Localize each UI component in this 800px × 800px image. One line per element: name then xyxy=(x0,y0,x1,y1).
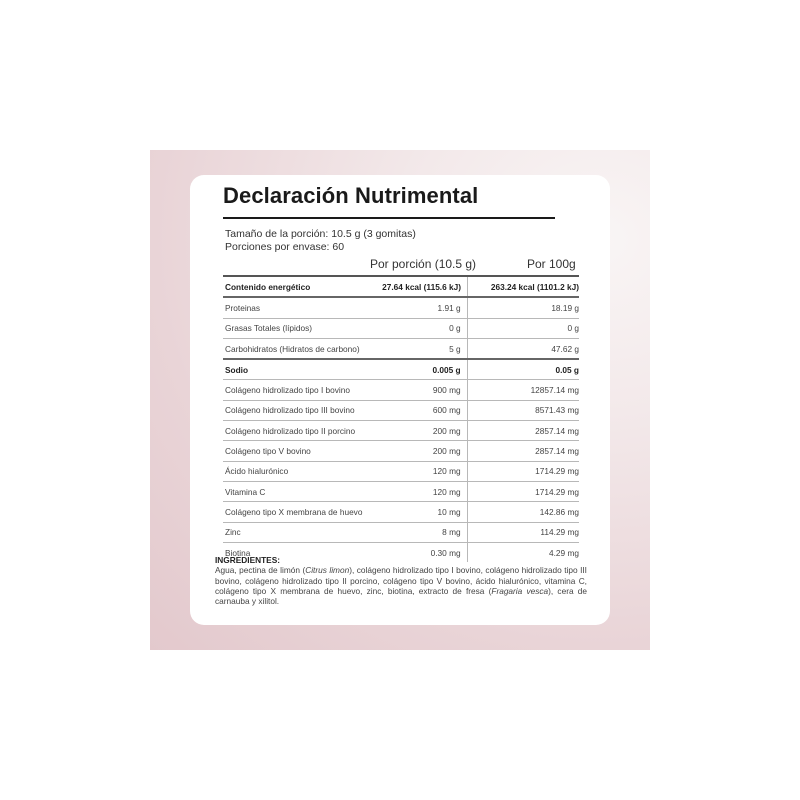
per-serving-value: 600 mg xyxy=(432,405,461,416)
nutrient-name: Colágeno tipo X membrana de huevo xyxy=(225,506,363,517)
table-row xyxy=(223,421,579,441)
ingredients-text-part: ), colágeno hidrolizado tipo I bovino, colágeno hidrolizado tipo III bovino, colágeno hidrolizado tipo II porcino, colágeno tipo V bovino, ácido hialurónico, vitamina C, colágeno tipo X membrana de huevo, zinc, biotina, extracto de fresa ( xyxy=(215,565,587,596)
per-100g-value: 2857.14 mg xyxy=(467,421,579,440)
per-serving-value: 0 g xyxy=(449,323,461,334)
column-header-per-100g: Por 100g xyxy=(527,257,576,271)
per-100g-value: 12857.14 mg xyxy=(467,380,579,399)
per-serving-value: 200 mg xyxy=(432,425,461,436)
nutrition-table xyxy=(223,275,579,562)
per-100g-value: 1714.29 mg xyxy=(467,482,579,501)
nutrient-name: Contenido energético xyxy=(225,281,311,292)
per-serving-value: 8 mg xyxy=(442,527,461,538)
nutrition-card xyxy=(190,175,610,625)
nutrient-name: Proteinas xyxy=(225,302,261,313)
per-serving-value: 1.91 g xyxy=(437,302,461,313)
per-serving-value: 900 mg xyxy=(432,385,461,396)
nutrient-name: Sodio xyxy=(225,364,249,375)
per-100g-value: 0 g xyxy=(467,319,579,338)
nutrient-name: Zinc xyxy=(225,527,241,538)
per-serving-value: 200 mg xyxy=(432,446,461,457)
per-100g-value: 114.29 mg xyxy=(467,523,579,542)
ingredients-title: INGREDIENTES: xyxy=(215,555,280,565)
ingredients-text-part: Agua, pectina de limón ( xyxy=(215,565,306,576)
per-100g-value: 142.86 mg xyxy=(467,502,579,521)
per-serving-value: 0.005 g xyxy=(432,364,461,375)
nutrient-name: Ácido hialurónico xyxy=(225,466,289,477)
per-100g-value: 18.19 g xyxy=(467,298,579,317)
per-serving-value: 120 mg xyxy=(432,486,461,497)
per-100g-value: 4.29 mg xyxy=(467,543,579,562)
table-row xyxy=(223,502,579,522)
table-row xyxy=(223,462,579,482)
nutrition-title: Declaración Nutrimental xyxy=(223,183,479,208)
table-row xyxy=(223,319,579,339)
per-serving-value: 5 g xyxy=(449,343,461,354)
per-serving-value: 27.64 kcal (115.6 kJ) xyxy=(382,281,462,292)
nutrient-name: Carbohidratos (Hidratos de carbono) xyxy=(225,343,360,354)
column-header-per-serving: Por porción (10.5 g) xyxy=(370,257,477,271)
per-serving-value: 10 mg xyxy=(437,506,461,517)
table-row xyxy=(223,523,579,543)
table-row xyxy=(223,339,579,360)
nutrient-name: Colágeno hidrolizado tipo III bovino xyxy=(225,405,355,416)
serving-size: Tamaño de la porción: 10.5 g (3 gomitas) xyxy=(225,228,416,240)
nutrient-name: Biotina xyxy=(225,547,251,558)
nutrient-name: Colágeno hidrolizado tipo I bovino xyxy=(225,385,351,396)
per-serving-value: 120 mg xyxy=(432,466,461,477)
nutrient-name: Colágeno tipo V bovino xyxy=(225,446,311,457)
table-row xyxy=(223,380,579,400)
ingredients-text-part: ), cera de carnauba y xilitol. xyxy=(215,585,587,607)
nutrient-name: Colágeno hidrolizado tipo II porcino xyxy=(225,425,356,436)
ingredients-scientific-name: Fragaria vesca xyxy=(491,585,549,596)
ingredients-scientific-name: Citrus limon xyxy=(305,565,350,576)
table-row xyxy=(223,277,579,298)
per-100g-value: 1714.29 mg xyxy=(467,462,579,481)
servings-per-container: Porciones por envase: 60 xyxy=(225,241,345,253)
table-row xyxy=(223,401,579,421)
table-row xyxy=(223,298,579,318)
table-row xyxy=(223,482,579,502)
nutrient-name: Vitamina C xyxy=(225,486,266,497)
per-100g-value: 2857.14 mg xyxy=(467,441,579,460)
title-divider xyxy=(223,217,555,219)
per-serving-value: 0.30 mg xyxy=(430,547,461,558)
table-row xyxy=(223,360,579,380)
ingredients-section xyxy=(215,555,587,606)
per-100g-value: 47.62 g xyxy=(467,339,579,358)
nutrient-name: Grasas Totales (lípidos) xyxy=(225,323,312,334)
per-100g-value: 263.24 kcal (1101.2 kJ) xyxy=(467,277,579,296)
ingredients-text xyxy=(215,565,587,606)
table-row xyxy=(223,441,579,461)
per-100g-value: 0.05 g xyxy=(467,360,579,379)
per-100g-value: 8571.43 mg xyxy=(467,401,579,420)
